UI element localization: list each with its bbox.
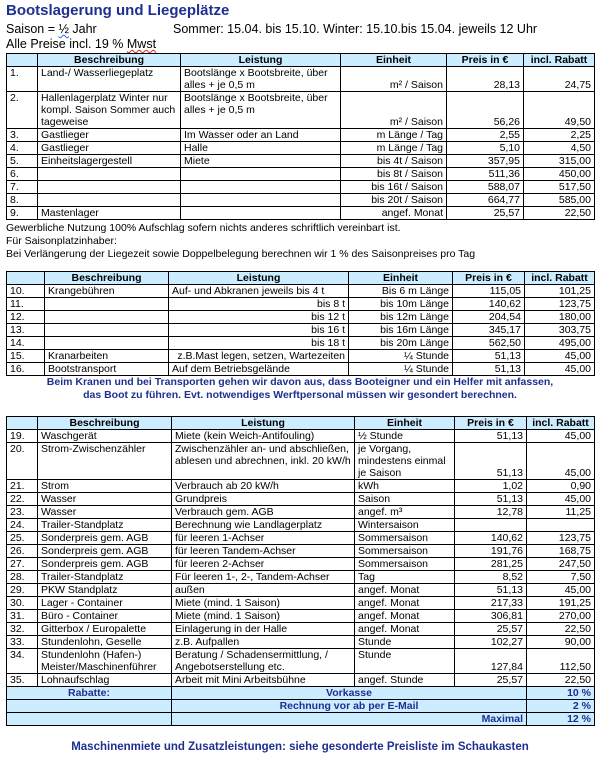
cell-service: Zwischenzähler an- und abschließen, ablesen und abrechnen, inkl. 20 kW/h — [172, 443, 355, 480]
table-row — [7, 155, 595, 168]
cell-service — [181, 181, 341, 194]
cell-service: Einlagerung in der Halle — [172, 623, 355, 636]
cell-price: 51,13 — [453, 350, 525, 363]
cell-number: 1. — [7, 67, 38, 92]
cell-unit: Saison — [355, 493, 455, 506]
price-note-mwst: Mwst — [126, 37, 157, 51]
cell-service: Im Wasser oder an Land — [181, 129, 341, 142]
cell-description: Wasser — [38, 493, 172, 506]
cell-discount: 11,25 — [527, 506, 595, 519]
discount-value: 10 % — [527, 687, 595, 700]
cell-price: 281,25 — [455, 558, 527, 571]
season-fraction: ½ — [58, 22, 69, 36]
cell-price: 306,81 — [455, 610, 527, 623]
table-row — [7, 610, 595, 623]
cell-service: für leeren Tandem-Achser — [172, 545, 355, 558]
cell-number: 5. — [7, 155, 38, 168]
cell-number: 25. — [7, 532, 38, 545]
header-number — [7, 417, 38, 430]
cell-description: Lohnaufschlag — [38, 674, 172, 687]
cell-discount: 191,25 — [527, 597, 595, 610]
table-row — [7, 443, 595, 480]
cell-description: Gastlieger — [38, 129, 181, 142]
cell-service: Auf dem Betriebsgelände — [169, 363, 349, 376]
cell-discount: 90,00 — [527, 636, 595, 649]
table-row — [7, 67, 595, 92]
cell-description — [38, 168, 181, 181]
cell-discount: 495,00 — [525, 337, 595, 350]
cell-service: bis 18 t — [169, 337, 349, 350]
cell-description: Sonderpreis gem. AGB — [38, 532, 172, 545]
cell-number: 7. — [7, 181, 38, 194]
services-table — [6, 416, 595, 726]
table-header — [7, 417, 595, 430]
table-row — [7, 311, 595, 324]
cell-price: 25,57 — [455, 674, 527, 687]
cell-unit: Tag — [355, 571, 455, 584]
cell-discount: 45,00 — [525, 363, 595, 376]
cell-number: 28. — [7, 571, 38, 584]
cell-service: außen — [172, 584, 355, 597]
cell-price: 51,13 — [455, 443, 527, 480]
cell-discount: 315,00 — [524, 155, 595, 168]
cell-unit: m² / Saison — [341, 67, 447, 92]
header-description: Beschreibung — [38, 417, 172, 430]
table-row — [7, 558, 595, 571]
cell-discount: 22,50 — [524, 207, 595, 220]
cell-price: 51,13 — [453, 363, 525, 376]
header-description: Beschreibung — [38, 54, 181, 67]
table-header — [7, 54, 595, 67]
cell-number: 8. — [7, 194, 38, 207]
cell-unit: angef. m³ — [355, 506, 455, 519]
cell-number: 16. — [7, 363, 45, 376]
table-row — [7, 92, 595, 129]
table-row — [7, 207, 595, 220]
cell-price: 140,62 — [453, 298, 525, 311]
cell-discount: 24,75 — [524, 67, 595, 92]
table-row — [7, 649, 595, 674]
cell-price: 511,36 — [447, 168, 524, 181]
discount-label: Vorkasse — [172, 687, 527, 700]
cell-price: 2,55 — [447, 129, 524, 142]
header-price: Preis in € — [447, 54, 524, 67]
cell-service: z.B. Aufpallen — [172, 636, 355, 649]
table-row — [7, 142, 595, 155]
cell-number: 9. — [7, 207, 38, 220]
cell-price: 51,13 — [455, 584, 527, 597]
cell-description — [45, 324, 169, 337]
discount-heading — [7, 700, 172, 713]
cell-service: Miete (kein Weich-Antifouling) — [172, 430, 355, 443]
cell-number: 32. — [7, 623, 38, 636]
cell-service: Beratung / Schadensermittlung, / Angebotserstellung etc. — [172, 649, 355, 674]
cell-service: Auf- und Abkranen jeweils bis 4 t — [169, 285, 349, 298]
table-row — [7, 493, 595, 506]
cell-service: für leeren 2-Achser — [172, 558, 355, 571]
cell-service — [181, 207, 341, 220]
cell-description: Mastenlager — [38, 207, 181, 220]
cell-price: 1,02 — [455, 480, 527, 493]
cell-discount: 49,50 — [524, 92, 595, 129]
cell-description: Strom-Zwischenzähler — [38, 443, 172, 480]
cell-number: 15. — [7, 350, 45, 363]
cell-price: 25,57 — [455, 623, 527, 636]
cell-discount: 45,00 — [527, 493, 595, 506]
crane-table — [6, 271, 595, 376]
cell-service: bis 16 t — [169, 324, 349, 337]
cell-number: 35. — [7, 674, 38, 687]
cell-number: 21. — [7, 480, 38, 493]
cell-unit: je Vorgang, mindestens einmal je Saison — [355, 443, 455, 480]
cell-service — [181, 194, 341, 207]
header-unit: Einheit — [355, 417, 455, 430]
cell-price: 127,84 — [455, 649, 527, 674]
cell-service: bis 8 t — [169, 298, 349, 311]
discount-value: 12 % — [527, 713, 595, 726]
cell-description: Trailer-Standplatz — [38, 571, 172, 584]
header-discount: incl. Rabatt — [525, 272, 595, 285]
cell-service — [181, 168, 341, 181]
cell-unit: ¼ Stunde — [349, 350, 453, 363]
cell-description: Einheitslagergestell — [38, 155, 181, 168]
cell-description: Sonderpreis gem. AGB — [38, 545, 172, 558]
cell-description: Gastlieger — [38, 142, 181, 155]
cell-unit: angef. Monat — [341, 207, 447, 220]
header-price: Preis in € — [455, 417, 527, 430]
cell-number: 27. — [7, 558, 38, 571]
crane-note-2: das Boot zu führen. Evt. notwendiges Werftpersonal müssen wir gesondert berechnen. — [83, 389, 517, 401]
cell-discount: 180,00 — [525, 311, 595, 324]
cell-price — [455, 519, 527, 532]
cell-service: Verbrauch ab 20 kW/h — [172, 480, 355, 493]
cell-unit: bis 12m Länge — [349, 311, 453, 324]
discount-row — [7, 687, 595, 700]
cell-number: 19. — [7, 430, 38, 443]
table-row — [7, 285, 595, 298]
table-row — [7, 584, 595, 597]
table-header — [7, 272, 595, 285]
cell-description: Strom — [38, 480, 172, 493]
cell-description: Kranarbeiten — [45, 350, 169, 363]
cell-description: Sonderpreis gem. AGB — [38, 558, 172, 571]
table-row — [7, 129, 595, 142]
table-row — [7, 674, 595, 687]
cell-discount: 168,75 — [527, 545, 595, 558]
cell-description — [38, 181, 181, 194]
discount-row — [7, 700, 595, 713]
cell-unit: angef. Monat — [355, 584, 455, 597]
cell-discount: 303,75 — [525, 324, 595, 337]
cell-unit: bis 10m Länge — [349, 298, 453, 311]
cell-unit: angef. Monat — [355, 623, 455, 636]
header-unit: Einheit — [341, 54, 447, 67]
cell-price: 115,05 — [453, 285, 525, 298]
cell-discount: 123,75 — [525, 298, 595, 311]
cell-unit: angef. Monat — [355, 597, 455, 610]
cell-unit: Stunde — [355, 636, 455, 649]
table-row — [7, 168, 595, 181]
table-row — [7, 363, 595, 376]
header-description: Beschreibung — [45, 272, 169, 285]
header-number — [7, 272, 45, 285]
cell-number: 2. — [7, 92, 38, 129]
cell-description: Krangebühren — [45, 285, 169, 298]
cell-service: bis 12 t — [169, 311, 349, 324]
table-row — [7, 545, 595, 558]
cell-number: 34. — [7, 649, 38, 674]
table-row — [7, 430, 595, 443]
cell-discount: 45,00 — [525, 350, 595, 363]
cell-price: 102,27 — [455, 636, 527, 649]
cell-number: 20. — [7, 443, 38, 480]
cell-service: Verbrauch gem. AGB — [172, 506, 355, 519]
cell-discount: 0,90 — [527, 480, 595, 493]
header-unit: Einheit — [349, 272, 453, 285]
cell-price: 191,76 — [455, 545, 527, 558]
cell-price: 5,10 — [447, 142, 524, 155]
note-season-holders: Für Saisonplatzinhaber: — [6, 235, 117, 247]
cell-discount: 22,50 — [527, 674, 595, 687]
cell-number: 14. — [7, 337, 45, 350]
cell-number: 13. — [7, 324, 45, 337]
table-row — [7, 181, 595, 194]
cell-discount: 7,50 — [527, 571, 595, 584]
cell-unit: m Länge / Tag — [341, 129, 447, 142]
cell-discount: 4,50 — [524, 142, 595, 155]
cell-unit: ½ Stunde — [355, 430, 455, 443]
season-label: Saison = — [6, 22, 59, 36]
cell-unit: bis 8t / Saison — [341, 168, 447, 181]
cell-description — [38, 194, 181, 207]
cell-price: 8,52 — [455, 571, 527, 584]
cell-unit: bis 4t / Saison — [341, 155, 447, 168]
cell-number: 11. — [7, 298, 45, 311]
cell-price: 140,62 — [455, 532, 527, 545]
cell-unit: Stunde — [355, 649, 455, 674]
cell-service: Bootslänge x Bootsbreite, über alles + je 0,5 m — [181, 67, 341, 92]
cell-price: 204,54 — [453, 311, 525, 324]
cell-unit: bis 20m Länge — [349, 337, 453, 350]
table-row — [7, 350, 595, 363]
cell-price: 28,13 — [447, 67, 524, 92]
cell-unit: Bis 6 m Länge — [349, 285, 453, 298]
cell-discount: 45,00 — [527, 430, 595, 443]
header-discount: incl. Rabatt — [527, 417, 595, 430]
table-row — [7, 623, 595, 636]
header-service: Leistung — [181, 54, 341, 67]
cell-service: Miete (mind. 1 Saison) — [172, 610, 355, 623]
cell-number: 31. — [7, 610, 38, 623]
header-service: Leistung — [172, 417, 355, 430]
cell-unit: m² / Saison — [341, 92, 447, 129]
cell-number: 30. — [7, 597, 38, 610]
cell-number: 23. — [7, 506, 38, 519]
cell-description: Lager - Container — [38, 597, 172, 610]
cell-discount: 45,00 — [527, 443, 595, 480]
cell-unit: Sommersaison — [355, 558, 455, 571]
cell-discount: 101,25 — [525, 285, 595, 298]
table-row — [7, 597, 595, 610]
table-row — [7, 636, 595, 649]
discount-heading: Rabatte: — [7, 687, 172, 700]
cell-service: Berechnung wie Landlagerplatz — [172, 519, 355, 532]
cell-discount: 45,00 — [527, 584, 595, 597]
cell-description — [45, 311, 169, 324]
discount-value: 2 % — [527, 700, 595, 713]
cell-discount: 247,50 — [527, 558, 595, 571]
cell-price: 664,77 — [447, 194, 524, 207]
cell-service: Arbeit mit Mini Arbeitsbühne — [172, 674, 355, 687]
cell-price: 217,33 — [455, 597, 527, 610]
cell-service: Bootslänge x Bootsbreite, über alles + je 0,5 m — [181, 92, 341, 129]
discount-row — [7, 713, 595, 726]
table-row — [7, 298, 595, 311]
discount-heading — [7, 713, 172, 726]
cell-number: 33. — [7, 636, 38, 649]
discount-label: Rechnung vor ab per E-Mail — [172, 700, 527, 713]
table-row — [7, 506, 595, 519]
cell-discount: 2,25 — [524, 129, 595, 142]
header-service: Leistung — [169, 272, 349, 285]
cell-discount: 112,50 — [527, 649, 595, 674]
table-row — [7, 324, 595, 337]
cell-price: 588,07 — [447, 181, 524, 194]
cell-service: für leeren 1-Achser — [172, 532, 355, 545]
cell-description: Gitterbox / Europalette — [38, 623, 172, 636]
season-unit: Jahr — [68, 22, 97, 36]
cell-discount: 585,00 — [524, 194, 595, 207]
header-discount: incl. Rabatt — [524, 54, 595, 67]
price-note — [6, 37, 156, 51]
cell-price: 56,26 — [447, 92, 524, 129]
cell-unit: m Länge / Tag — [341, 142, 447, 155]
crane-note-1: Beim Kranen und bei Transporten gehen wir davon aus, dass Booteigner und ein Helfer mit anfassen, — [46, 376, 554, 388]
cell-number: 4. — [7, 142, 38, 155]
cell-price: 345,17 — [453, 324, 525, 337]
cell-description: Bootstransport — [45, 363, 169, 376]
cell-description: Trailer-Standplatz — [38, 519, 172, 532]
cell-service: z.B.Mast legen, setzen, Wartezeiten — [169, 350, 349, 363]
cell-number: 26. — [7, 545, 38, 558]
page-title: Bootslagerung und Liegeplätze — [6, 2, 230, 19]
note-extension: Bei Verlängerung der Liegezeit sowie Doppelbelegung berechnen wir 1 % des Saisonpreises pro Tag — [6, 248, 476, 260]
cell-service: Miete — [181, 155, 341, 168]
cell-unit: kWh — [355, 480, 455, 493]
cell-description — [45, 298, 169, 311]
cell-service: Miete (mind. 1 Saison) — [172, 597, 355, 610]
cell-price: 12,78 — [455, 506, 527, 519]
cell-discount: 450,00 — [524, 168, 595, 181]
cell-description: Waschgerät — [38, 430, 172, 443]
cell-description: Hallenlagerplatz Winter nur kompl. Saison Sommer auch tageweise — [38, 92, 181, 129]
cell-number: 6. — [7, 168, 38, 181]
cell-unit: bis 16m Länge — [349, 324, 453, 337]
cell-number: 22. — [7, 493, 38, 506]
cell-unit: bis 20t / Saison — [341, 194, 447, 207]
cell-number: 24. — [7, 519, 38, 532]
cell-discount: 22,50 — [527, 623, 595, 636]
cell-unit: Wintersaison — [355, 519, 455, 532]
cell-unit: Sommersaison — [355, 532, 455, 545]
cell-price: 25,57 — [447, 207, 524, 220]
table-row — [7, 480, 595, 493]
cell-price: 51,13 — [455, 430, 527, 443]
cell-price: 562,50 — [453, 337, 525, 350]
cell-description: PKW Standplatz — [38, 584, 172, 597]
cell-number: 3. — [7, 129, 38, 142]
cell-unit: angef. Monat — [355, 610, 455, 623]
season-definition — [6, 22, 97, 36]
cell-price: 357,95 — [447, 155, 524, 168]
cell-service: Halle — [181, 142, 341, 155]
cell-discount: 123,75 — [527, 532, 595, 545]
cell-description: Stundenlohn (Hafen-) Meister/Maschinenführer — [38, 649, 172, 674]
table-row — [7, 532, 595, 545]
cell-description: Stundenlohn, Geselle — [38, 636, 172, 649]
cell-description: Büro - Container — [38, 610, 172, 623]
storage-table — [6, 53, 595, 220]
cell-discount: 270,00 — [527, 610, 595, 623]
table-row — [7, 194, 595, 207]
cell-number: 29. — [7, 584, 38, 597]
season-dates: Sommer: 15.04. bis 15.10. Winter: 15.10.bis 15.04. jeweils 12 Uhr — [173, 22, 538, 36]
table-row — [7, 519, 595, 532]
price-note-text: Alle Preise incl. 19 % — [6, 37, 127, 51]
header-price: Preis in € — [453, 272, 525, 285]
cell-discount: 517,50 — [524, 181, 595, 194]
table-row — [7, 337, 595, 350]
cell-number: 10. — [7, 285, 45, 298]
header-number — [7, 54, 38, 67]
cell-service: Grundpreis — [172, 493, 355, 506]
cell-number: 12. — [7, 311, 45, 324]
cell-unit: bis 16t / Saison — [341, 181, 447, 194]
cell-service: Für leeren 1-, 2-, Tandem-Achser — [172, 571, 355, 584]
cell-description: Land-/ Wasserliegeplatz — [38, 67, 181, 92]
table-row — [7, 571, 595, 584]
cell-discount — [527, 519, 595, 532]
cell-unit: ¼ Stunde — [349, 363, 453, 376]
discount-label: Maximal — [172, 713, 527, 726]
cell-price: 51,13 — [455, 493, 527, 506]
cell-description — [45, 337, 169, 350]
cell-unit: Sommersaison — [355, 545, 455, 558]
cell-description: Wasser — [38, 506, 172, 519]
cell-unit: angef. Stunde — [355, 674, 455, 687]
note-commercial: Gewerbliche Nutzung 100% Aufschlag sofern nichts anderes schriftlich vereinbart ist. — [6, 222, 401, 234]
footer-note: Maschinenmiete und Zusatzleistungen: siehe gesonderte Preisliste im Schaukasten — [71, 741, 529, 753]
